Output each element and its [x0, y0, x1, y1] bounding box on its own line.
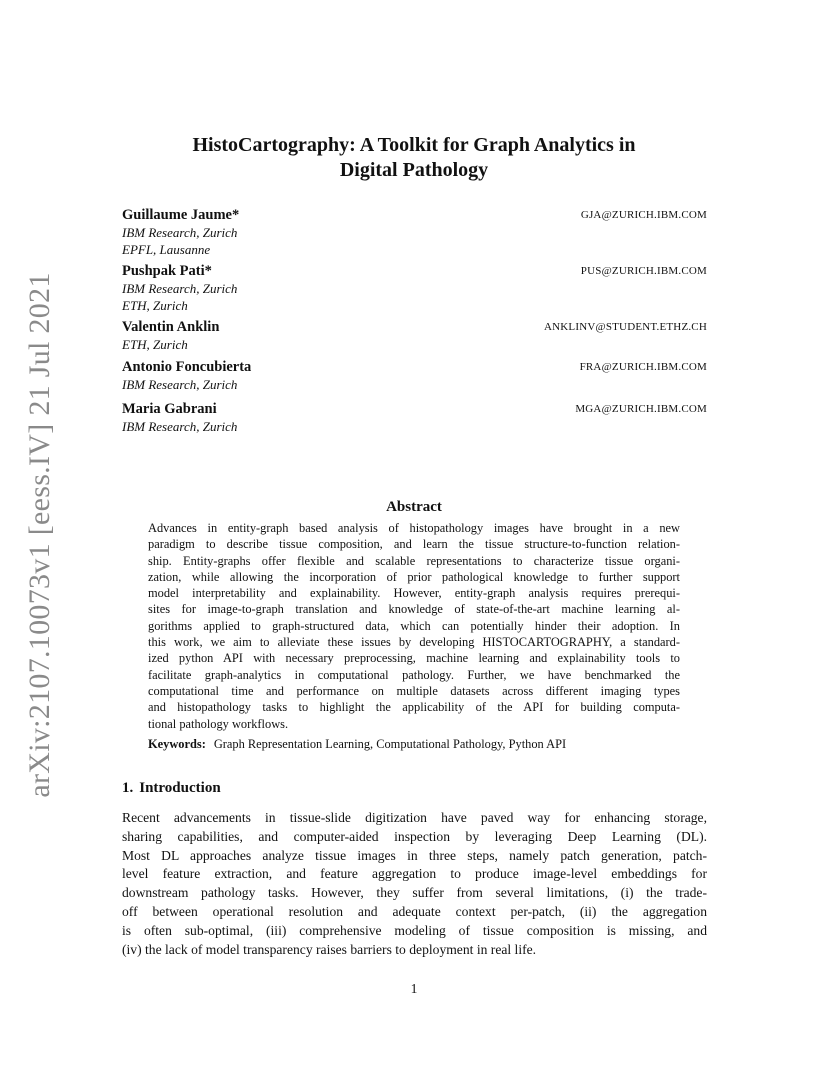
- section-heading-introduction: [122, 778, 227, 798]
- title-line-1: HistoCartography: A Toolkit for Graph Analytics in: [192, 134, 636, 156]
- abstract-line: sites for image-to-graph translation and knowledge of state-of-the-art machine learning al-: [148, 602, 680, 617]
- abstract-line: Advances in entity-graph based analysis of histopathology images have brought in a new: [148, 521, 680, 535]
- section-title: Introduction: [139, 780, 221, 796]
- section-number: 1.: [122, 780, 134, 796]
- abstract-line: model interpretability and explainability. However, entity-graph analysis requires prerequi-: [148, 586, 680, 601]
- author-block-2: [122, 262, 707, 314]
- author-email: PUS@ZURICH.IBM.COM: [580, 265, 707, 277]
- intro-line: sharing capabilities, and computer-aided inspection by leveraging Deep Learning (DL).: [122, 828, 707, 844]
- abstract-line: computational time and performance on multiple datasets across different imaging types: [148, 683, 680, 698]
- author-email: ANKLINV@STUDENT.ETHZ.CH: [543, 321, 707, 333]
- author-affiliation: IBM Research, Zurich: [122, 281, 238, 296]
- abstract-line: ized python API with necessary preprocessing, machine learning and explainability tools to: [148, 651, 680, 666]
- abstract-line: this work, we aim to alleviate these issues by developing HISTOCARTOGRAPHY, a standard-: [148, 635, 680, 650]
- page-number: 1: [410, 981, 418, 996]
- abstract-line: zation, while allowing the incorporation of prior pathological knowledge to further support: [148, 569, 680, 584]
- keywords: [148, 736, 566, 752]
- author-email: GJA@ZURICH.IBM.COM: [580, 209, 707, 221]
- intro-line: level feature extraction, and feature aggregation to produce image-level embeddings for: [122, 866, 707, 882]
- author-name: Maria Gabrani: [122, 401, 217, 417]
- intro-line: downstream pathology tasks. However, they suffer from several limitations, (i) the trade-: [122, 885, 707, 901]
- author-block-5: [122, 400, 707, 435]
- author-affiliation: IBM Research, Zurich: [122, 225, 238, 240]
- author-email: FRA@ZURICH.IBM.COM: [579, 361, 707, 373]
- intro-line: (iv) the lack of model transparency raises barriers to deployment in real life.: [122, 941, 537, 957]
- introduction-body: [122, 809, 707, 959]
- author-block-1: [122, 206, 707, 258]
- author-block-4: [122, 358, 707, 393]
- author-email: MGA@ZURICH.IBM.COM: [575, 403, 707, 415]
- abstract-heading: Abstract: [386, 499, 442, 515]
- abstract-line: tional pathology workflows.: [148, 716, 289, 731]
- author-affiliation: IBM Research, Zurich: [122, 419, 238, 434]
- author-name: Guillaume Jaume*: [122, 207, 240, 223]
- author-name: Antonio Foncubierta: [122, 359, 252, 375]
- intro-line: Most DL approaches analyze tissue images in three steps, namely patch generation, patch-: [122, 847, 707, 863]
- abstract-line: paradigm to describe tissue composition, and learn the tissue structure-to-function relation-: [148, 537, 680, 552]
- abstract-line: and histopathology tasks to highlight the applicability of the API for building computa-: [148, 700, 680, 715]
- keywords-label: Keywords:: [148, 737, 206, 751]
- author-affiliation: ETH, Zurich: [122, 337, 188, 352]
- paper-title: [0, 133, 828, 183]
- author-name: Pushpak Pati*: [122, 263, 212, 279]
- intro-line: Recent advancements in tissue-slide digitization have paved way for enhancing storage,: [122, 810, 707, 825]
- author-affiliation: IBM Research, Zurich: [122, 377, 238, 392]
- keywords-text: Graph Representation Learning, Computational Pathology, Python API: [213, 737, 567, 751]
- author-affiliation: EPFL, Lausanne: [122, 242, 211, 257]
- arxiv-identifier: arXiv:2107.10073v1 [eess.IV] 21 Jul 2021: [23, 272, 56, 798]
- abstract-body: [148, 520, 680, 732]
- abstract-line: gorithms applied to graph-structured data, which can potentially hinder their adoption. In: [148, 618, 680, 633]
- author-name: Valentin Anklin: [122, 319, 220, 335]
- title-line-2: Digital Pathology: [339, 159, 489, 181]
- intro-line: off between operational resolution and adequate context per-patch, (ii) the aggregation: [122, 903, 707, 919]
- author-block-3: [122, 318, 707, 353]
- intro-line: is often sub-optimal, (iii) comprehensive modeling of tissue composition is missing, and: [122, 922, 707, 938]
- abstract-line: facilitate graph-analytics in computational pathology. Further, we have benchmarked the: [148, 667, 680, 682]
- author-affiliation: ETH, Zurich: [122, 298, 188, 313]
- abstract-line: ship. Entity-graphs offer flexible and scalable representations to characterize tissue organi-: [148, 553, 680, 568]
